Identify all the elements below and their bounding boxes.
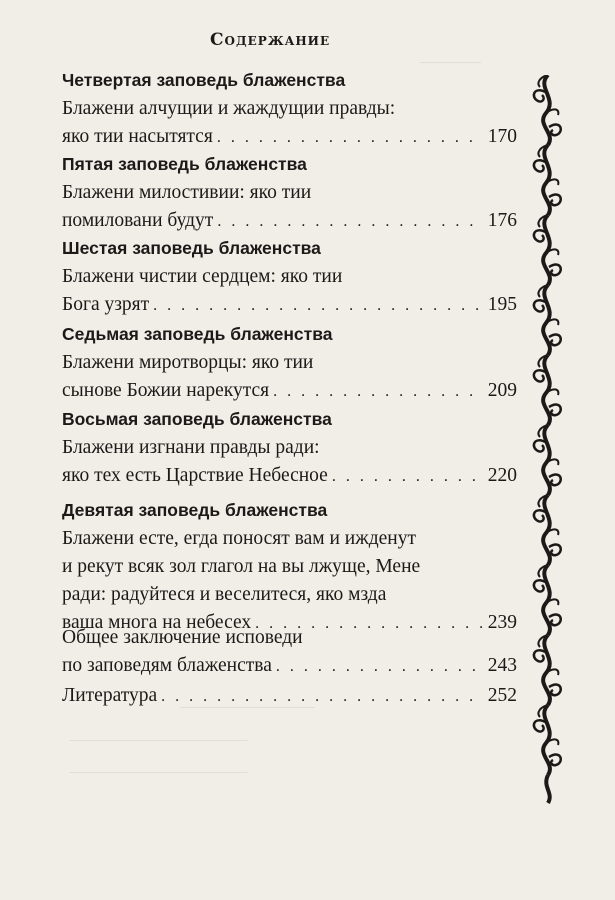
entry-text-line: яко тех есть Царствие Небесное xyxy=(62,465,328,486)
bleed-through-text: ‾‾‾‾‾‾‾‾‾‾‾‾‾‾‾‾‾‾‾‾‾‾‾‾‾‾‾‾‾‾‾‾‾‾‾‾‾‾‾‾‾ xyxy=(70,738,248,753)
entry-text-line: ваша многа на небесех xyxy=(62,612,252,633)
toc-entry-conclusion xyxy=(62,624,517,681)
dot-leader xyxy=(273,378,484,406)
entry-last-line xyxy=(62,207,517,236)
entry-last-line xyxy=(62,652,517,681)
entry-title: Девятая заповедь блаженства xyxy=(62,500,328,520)
entry-text-line: яко тии насытятся xyxy=(62,126,213,147)
dot-leader xyxy=(332,463,484,491)
page-number: 252 xyxy=(487,685,517,706)
page-number: 243 xyxy=(487,655,517,676)
entry-text-line: Блажени милостивии: яко тии xyxy=(62,182,312,203)
entry-last-line xyxy=(62,123,517,152)
entry-text-line: Бога узрят xyxy=(62,294,150,315)
entry-title: Четвертая заповедь блаженства xyxy=(62,70,346,90)
entry-text-line: Литература xyxy=(62,685,158,706)
entry-title: Пятая заповедь блаженства xyxy=(62,154,307,174)
entry-last-line xyxy=(62,291,517,320)
bleed-through-text: ‾‾‾‾‾‾‾‾‾‾‾‾‾‾‾‾‾‾‾‾‾‾‾‾‾‾‾‾‾‾‾‾‾‾‾‾‾‾‾‾‾ xyxy=(70,770,248,785)
page-number: 220 xyxy=(487,465,517,486)
entry-text-line: сынове Божии нарекутся xyxy=(62,380,270,401)
page-number: 195 xyxy=(487,294,517,315)
dot-leader xyxy=(161,683,484,711)
entry-text-line: и рекут всяк зол глагол на вы лжуще, Мене xyxy=(62,556,421,577)
toc-heading: Содержание xyxy=(210,30,331,50)
bleed-through-text: ‾‾‾‾‾‾‾‾‾‾‾‾‾‾ xyxy=(420,60,481,75)
toc-entry-6 xyxy=(62,236,517,320)
toc-entry-7 xyxy=(62,322,517,406)
entry-last-line xyxy=(62,462,517,491)
entry-text-line: Блажени есте, егда поносят вам и ижденут xyxy=(62,528,416,549)
entry-title: Шестая заповедь блаженства xyxy=(62,238,321,258)
entry-text-line: по заповедям блаженства xyxy=(62,655,272,676)
toc-entry-4 xyxy=(62,68,517,152)
entry-last-line xyxy=(62,377,517,406)
entry-text-line: Общее заключение исповеди xyxy=(62,627,303,648)
dot-leader xyxy=(276,653,484,681)
page-number: 239 xyxy=(487,612,517,633)
entry-text-line: Блажени чистии сердцем: яко тии xyxy=(62,266,343,287)
entry-text-line: помиловани будут xyxy=(62,210,214,231)
entry-last-line xyxy=(62,682,517,711)
page-number: 209 xyxy=(487,380,517,401)
toc-entry-9 xyxy=(62,498,517,638)
entry-text-line: Блажени алчущии и жаждущии правды: xyxy=(62,98,396,119)
entry-text-line: Блажени изгнани правды ради: xyxy=(62,437,320,458)
dot-leader xyxy=(217,124,484,152)
bleed-through-text: ‾‾‾‾‾‾‾‾‾‾‾‾‾‾‾‾‾‾‾‾‾‾‾‾‾‾‾‾‾‾‾ xyxy=(180,705,315,720)
entry-title: Седьмая заповедь блаженства xyxy=(62,324,333,344)
dot-leader xyxy=(153,292,484,320)
vine-ornament-border xyxy=(528,75,564,805)
entry-text-line: Блажени миротворцы: яко тии xyxy=(62,352,314,373)
toc-entry-5 xyxy=(62,152,517,236)
entry-text-line: ради: радуйтеся и веселитеся, яко мзда xyxy=(62,584,387,605)
toc-entry-8 xyxy=(62,407,517,491)
entry-title: Восьмая заповедь блаженства xyxy=(62,409,332,429)
page-number: 176 xyxy=(487,210,517,231)
page-number: 170 xyxy=(487,126,517,147)
dot-leader xyxy=(217,208,483,236)
toc-entry-literature xyxy=(62,682,517,711)
